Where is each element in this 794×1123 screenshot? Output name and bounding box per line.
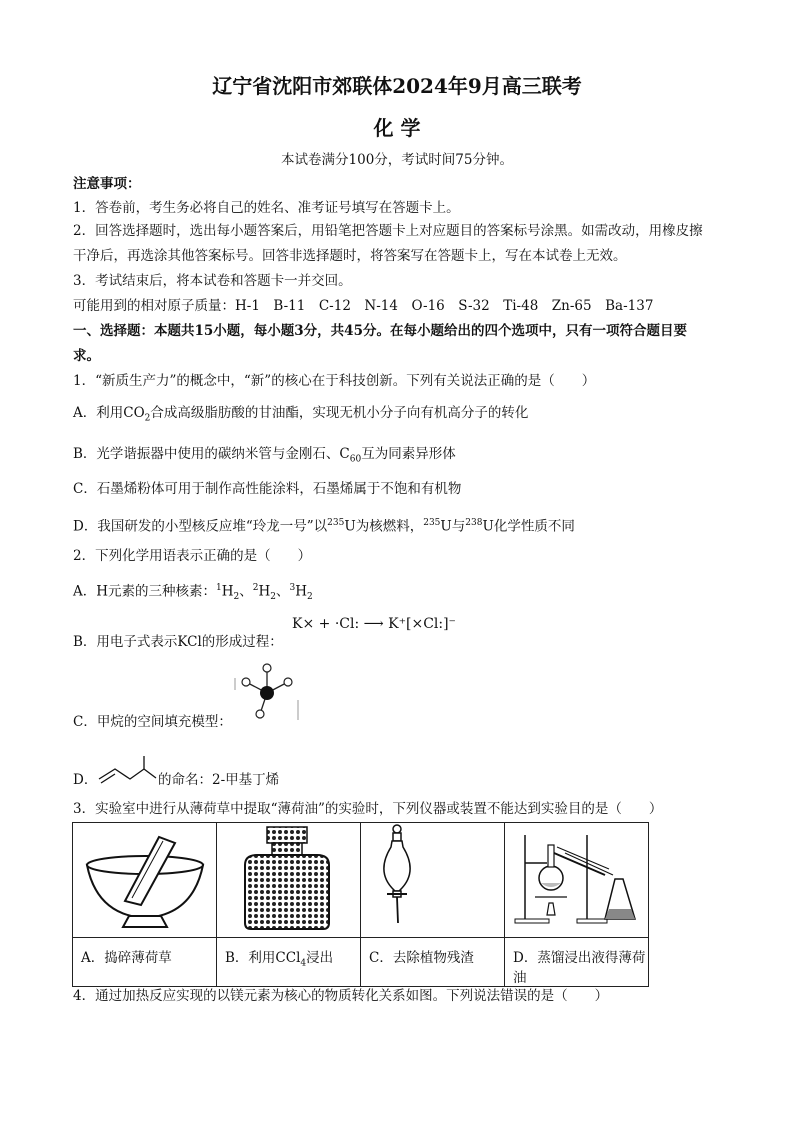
q3-option-c: C．去除植物残渣 xyxy=(361,938,505,987)
q3-option-a: A．捣碎薄荷草 xyxy=(73,938,217,987)
q3-image-cell-d xyxy=(505,823,649,938)
q4-stem: 4．通过加热反应实现的以镁元素为核心的物质转化关系如图。下列说法错误的是（ ） xyxy=(73,988,609,1004)
q2-electron-formula: K× + ·Cl: ⟶ K⁺[×Cl:]⁻ xyxy=(292,616,456,632)
exam-title: 辽宁省沈阳市郊联体2024年9月高三联考 xyxy=(212,74,582,98)
exam-info: 本试卷满分100分，考试时间75分钟。 xyxy=(281,152,513,168)
q3-image-cell-c xyxy=(361,823,505,938)
notes-heading: 注意事项： xyxy=(73,176,141,192)
methane-model-figure xyxy=(232,660,302,722)
atomic-masses: 可能用到的相对原子质量：H-1 B-11 C-12 N-14 O-16 S-32 Ti-48 Zn-65 Ba-137 xyxy=(73,298,654,314)
q2-option-c: C．甲烷的空间填充模型： xyxy=(73,714,232,730)
q2-option-d-text: 的命名：2-甲基丁烯 xyxy=(158,772,280,788)
distillation-apparatus-icon xyxy=(505,823,648,933)
q2-option-a: A．H元素的三种核素：$^1H_2$、$^2H_2$、$^3H_2$ xyxy=(73,583,313,603)
q2-option-b: B．用电子式表示KCl的形成过程： xyxy=(73,634,283,650)
reagent-bottle-icon xyxy=(217,823,360,933)
q3-option-d: D．蒸馏浸出液得薄荷油 xyxy=(505,938,649,987)
skeletal-formula-figure xyxy=(97,755,157,785)
q1-option-b: B．光学谐振器中使用的碳纳米管与金刚石、$C_{60}$互为同素异形体 xyxy=(73,446,456,465)
mortar-pestle-icon xyxy=(73,823,216,933)
q1-option-a: A．利用$CO_2$合成高级脂肪酸的甘油酯，实现无机小分子向有机高分子的转化 xyxy=(73,405,529,424)
section-heading-cont: 求。 xyxy=(73,348,100,364)
q2-option-d-label: D． xyxy=(73,772,98,788)
q3-image-cell-a xyxy=(73,823,217,938)
separatory-funnel-icon xyxy=(361,823,504,933)
q1-stem: 1．“新质生产力”的概念中，“新”的核心在于科技创新。下列有关说法正确的是（ ） xyxy=(73,373,596,389)
q1-option-d: D．我国研发的小型核反应堆“玲龙一号”以$^{235}$U为核燃料，$^{235}$U与$^{238}$U化学性质不同 xyxy=(73,518,575,535)
note-3: 3．考试结束后，将本试卷和答题卡一并交回。 xyxy=(73,273,352,289)
q3-image-cell-b xyxy=(217,823,361,938)
q1-option-c: C．石墨烯粉体可用于制作高性能涂料，石墨烯属于不饱和有机物 xyxy=(73,481,462,497)
q3-option-b: B．利用CCl$_4$浸出 xyxy=(217,938,361,987)
q3-stem: 3．实验室中进行从薄荷草中提取“薄荷油”的实验时，下列仪器或装置不能达到实验目的是（ ） xyxy=(73,801,663,817)
note-2-line1: 2．回答选择题时，选出每小题答案后，用铅笔把答题卡上对应题目的答案标号涂黑。如需改动，用橡皮擦 xyxy=(73,223,703,239)
q3-options-table xyxy=(72,822,649,987)
note-1: 1．答卷前，考生务必将自己的姓名、准考证号填写在答题卡上。 xyxy=(73,200,460,216)
note-2-line2: 干净后，再选涂其他答案标号。回答非选择题时，将答案写在答题卡上，写在本试卷上无效。 xyxy=(73,248,627,264)
q2-stem: 2．下列化学用语表示正确的是（ ） xyxy=(73,548,312,564)
section-heading: 一、选择题：本题共15小题，每小题3分，共45分。在每小题给出的四个选项中，只有一项符合题目要 xyxy=(73,323,687,339)
subject-title: 化 学 xyxy=(373,116,421,140)
